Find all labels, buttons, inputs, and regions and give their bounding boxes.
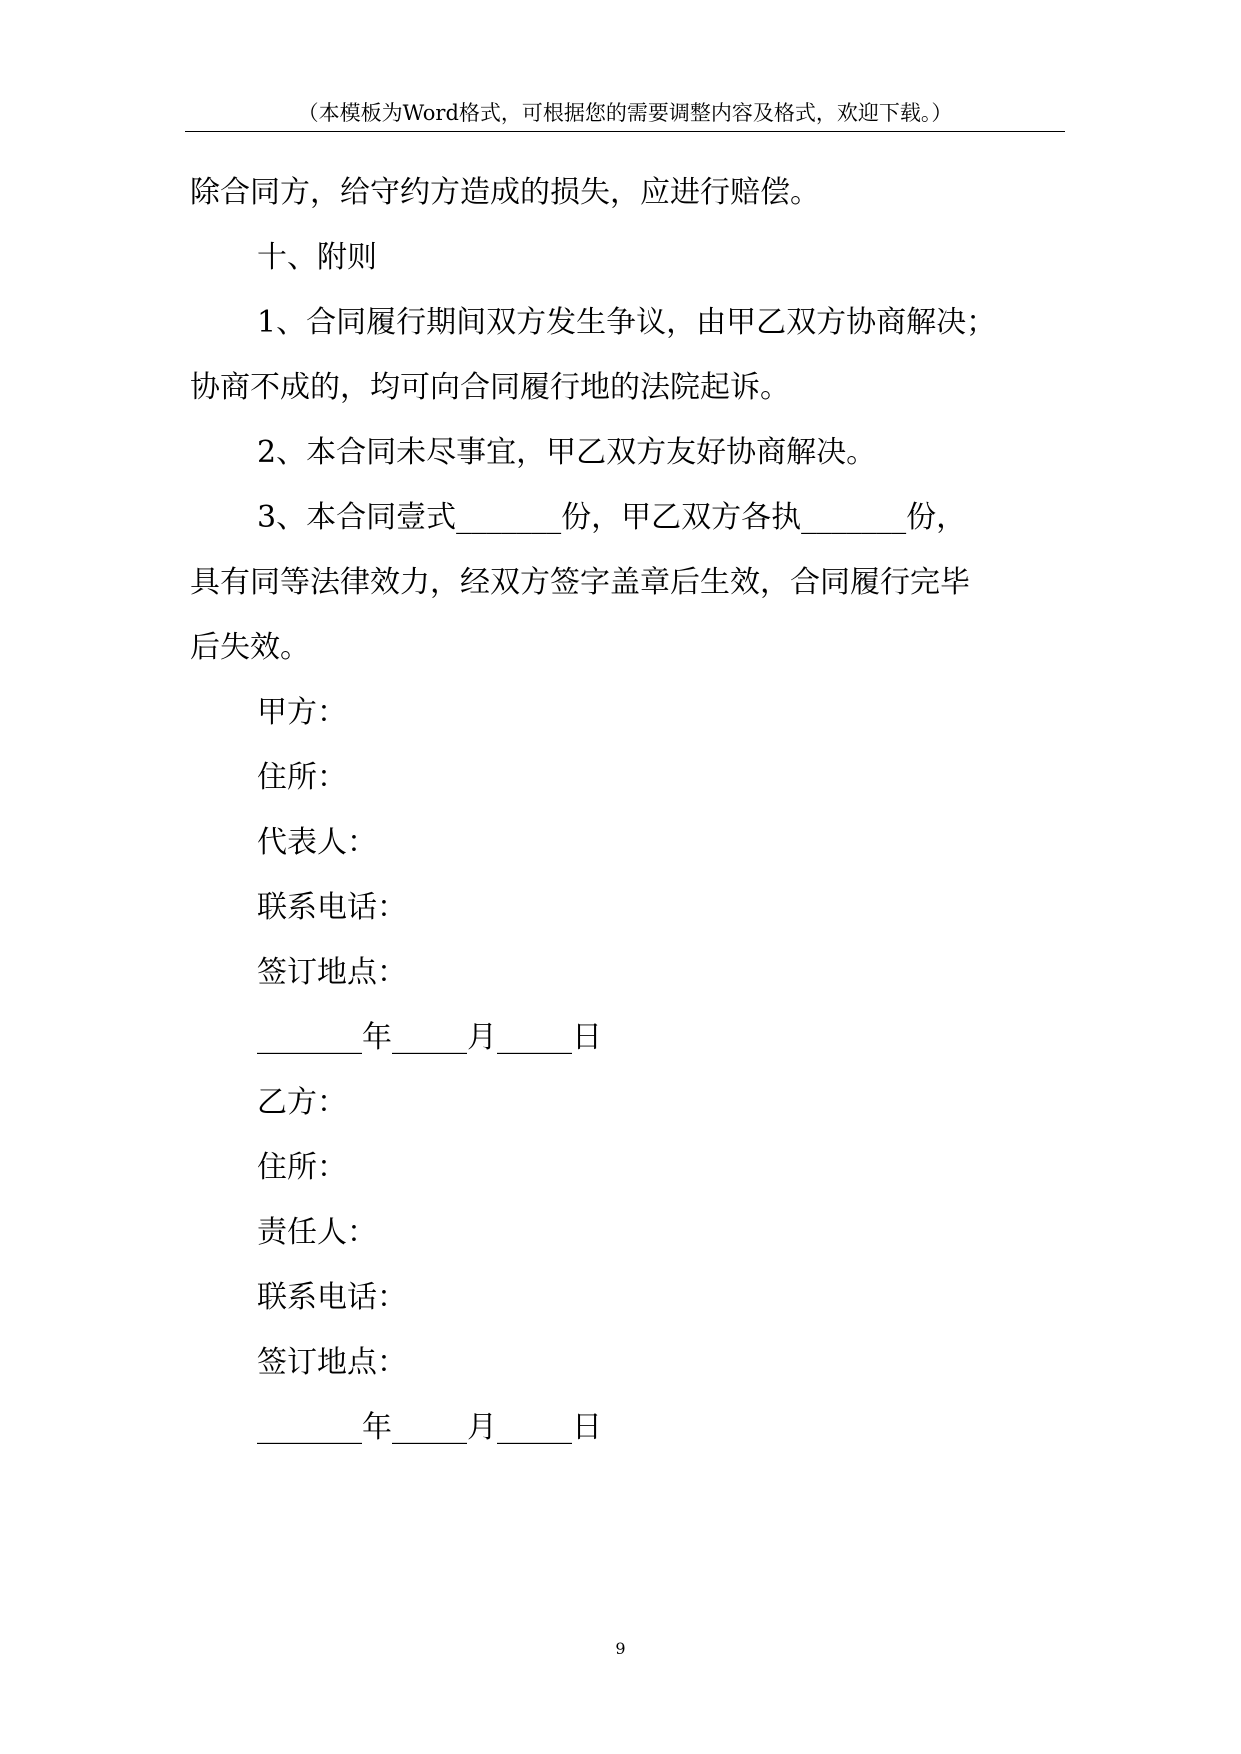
party-b-address-label: 住所： [257,1150,347,1185]
party-b-phone-label: 联系电话： [257,1280,407,1315]
party-b-date-line: _______年_____月_____日 [257,1410,602,1445]
text-line-dispute-clause: 1、合同履行期间双方发生争议，由甲乙双方协商解决； [257,305,997,340]
section-heading-appendix: 十、附则 [257,240,377,275]
text-line-copies-clause: 3、本合同壹式_______份，甲乙双方各执_______份， [257,500,967,535]
header-note: （本模板为Word格式，可根据您的需要调整内容及格式，欢迎下载。） [297,101,953,125]
party-a-phone-label: 联系电话： [257,890,407,925]
document-body [190,160,1070,1460]
text-line-copies-clause-cont: 具有同等法律效力，经双方签字盖章后生效，合同履行完毕 [190,565,970,600]
text-line-dispute-clause-cont: 协商不成的，均可向合同履行地的法院起诉。 [190,370,790,405]
party-a-signing-place-label: 签订地点： [257,955,407,990]
page-number: 9 [615,1639,626,1658]
text-line-penalty-clause: 除合同方，给守约方造成的损失，应进行赔偿。 [190,175,820,210]
party-b-responsible-label: 责任人： [257,1215,377,1250]
party-b-label: 乙方： [257,1085,347,1120]
party-a-address-label: 住所： [257,760,347,795]
party-a-representative-label: 代表人： [257,825,377,860]
text-line-copies-clause-end: 后失效。 [190,630,310,665]
party-a-label: 甲方： [257,695,347,730]
header-divider [185,131,1065,132]
party-a-date-line: _______年_____月_____日 [257,1020,602,1055]
party-b-signing-place-label: 签订地点： [257,1345,407,1380]
text-line-unresolved-matters: 2、本合同未尽事宜，甲乙双方友好协商解决。 [257,435,877,470]
